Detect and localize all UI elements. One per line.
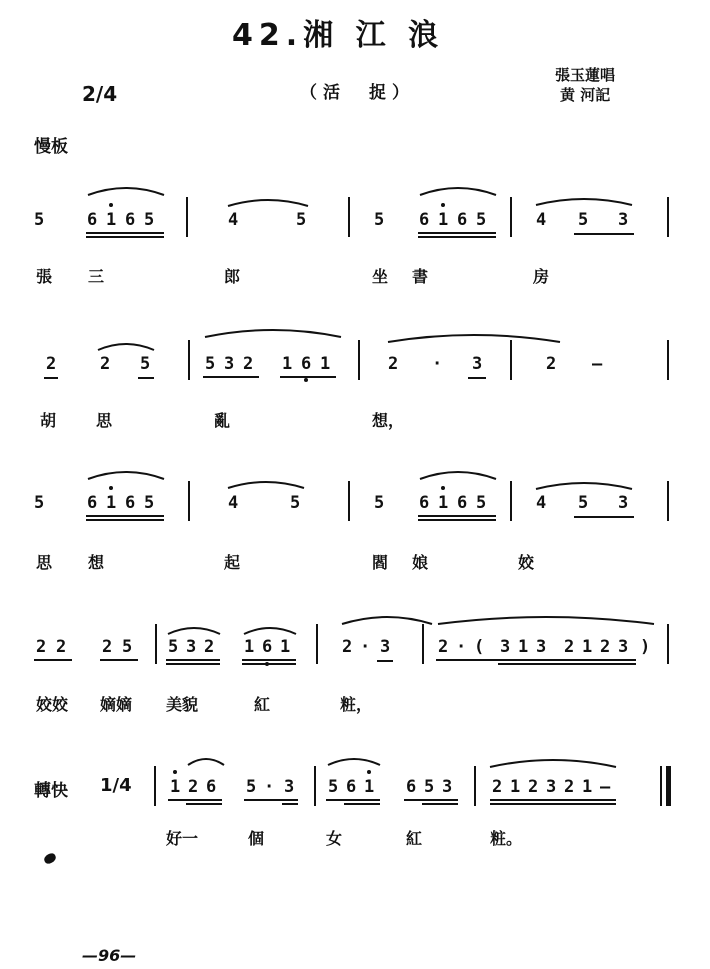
note: 5 xyxy=(144,493,155,513)
underline xyxy=(574,516,634,518)
note: 2 xyxy=(438,637,449,657)
lyric: 閻 xyxy=(372,553,389,572)
lyric: 姣 xyxy=(518,553,535,572)
lyric: 粧。 xyxy=(490,829,523,848)
note: 5 xyxy=(578,210,589,230)
underline xyxy=(203,376,259,378)
underline xyxy=(186,803,222,805)
underline xyxy=(242,659,296,661)
barline xyxy=(316,624,318,664)
note: 1 xyxy=(438,493,449,513)
underline xyxy=(498,663,636,665)
note: 5 xyxy=(246,777,257,797)
underline xyxy=(468,377,486,379)
slur xyxy=(436,612,656,626)
note: 5 xyxy=(578,493,589,513)
lyric: 紅 xyxy=(254,695,271,714)
note: 2 xyxy=(100,354,111,374)
lyric: 粧， xyxy=(340,695,373,714)
note: 4 xyxy=(228,493,239,513)
lyric: 女 xyxy=(326,829,343,848)
lyric: 書 xyxy=(412,267,429,286)
tempo-marking: 慢板 xyxy=(34,137,68,157)
note: · xyxy=(360,637,371,657)
note: 5 xyxy=(290,493,301,513)
note: 3 xyxy=(618,210,629,230)
note: 2 xyxy=(564,637,575,657)
note: 5 xyxy=(476,493,487,513)
note: ) xyxy=(640,637,651,657)
note: 6 xyxy=(125,210,136,230)
barline xyxy=(188,340,190,380)
note: 6 xyxy=(419,493,430,513)
barline xyxy=(188,481,190,521)
note: 6 xyxy=(206,777,217,797)
underline xyxy=(574,233,634,235)
note: 3 xyxy=(618,637,629,657)
note: 5 xyxy=(374,493,385,513)
note: 6 xyxy=(419,210,430,230)
slur xyxy=(418,467,498,481)
note: 2 xyxy=(36,637,47,657)
underline xyxy=(418,236,496,238)
lyric: 紅 xyxy=(406,829,423,848)
lyric: 郎 xyxy=(224,267,241,286)
lyric: 思 xyxy=(96,411,113,430)
song-title: 42.湘 江 浪 xyxy=(232,18,445,53)
high-octave-dot xyxy=(109,203,113,207)
note: 6 xyxy=(457,210,468,230)
note: 1 xyxy=(170,777,181,797)
note: 3 xyxy=(500,637,511,657)
underline xyxy=(34,659,72,661)
note: 5 xyxy=(328,777,339,797)
note: 5 xyxy=(140,354,151,374)
underline xyxy=(86,236,164,238)
note: 2 xyxy=(492,777,503,797)
note: 3 xyxy=(380,637,391,657)
note: 1 xyxy=(364,777,375,797)
lyric: 亂 xyxy=(214,411,231,430)
slur xyxy=(166,624,222,636)
note: 5 xyxy=(34,493,45,513)
tempo-change: 轉快 xyxy=(34,781,68,801)
barline xyxy=(667,340,669,380)
note: 6 xyxy=(346,777,357,797)
underline xyxy=(100,659,138,661)
underline xyxy=(418,519,496,521)
lyric: 胡 xyxy=(40,411,57,430)
note: 4 xyxy=(536,210,547,230)
note: 2 xyxy=(564,777,575,797)
underline xyxy=(280,376,336,378)
note: 2 xyxy=(46,354,57,374)
slur xyxy=(386,330,562,344)
note: · xyxy=(456,637,467,657)
note: 5 xyxy=(168,637,179,657)
note: 2 xyxy=(243,354,254,374)
underline xyxy=(242,663,296,665)
high-octave-dot xyxy=(109,486,113,490)
underline xyxy=(377,660,393,662)
slur xyxy=(534,195,634,207)
credit-singer: 張玉蓮唱 xyxy=(555,66,616,84)
note: · xyxy=(264,777,275,797)
lyric: 想 xyxy=(88,553,105,572)
lyric: 房 xyxy=(533,267,550,286)
barline xyxy=(667,197,669,237)
underline xyxy=(138,377,154,379)
note: 5 xyxy=(34,210,45,230)
note: 5 xyxy=(424,777,435,797)
time-signature: 2/4 xyxy=(82,82,118,106)
note: 2 xyxy=(204,637,215,657)
barline xyxy=(186,197,188,237)
barline xyxy=(510,197,512,237)
slur xyxy=(242,624,298,636)
barline xyxy=(667,481,669,521)
underline xyxy=(344,803,380,805)
underline xyxy=(86,232,164,234)
note: 3 xyxy=(618,493,629,513)
ink-mark xyxy=(43,852,58,865)
note: 2 xyxy=(102,637,113,657)
high-octave-dot xyxy=(367,770,371,774)
note: 5 xyxy=(296,210,307,230)
note: 4 xyxy=(536,493,547,513)
slur xyxy=(186,755,226,767)
barline xyxy=(510,340,512,380)
note: ( xyxy=(474,637,485,657)
lyric: 起 xyxy=(224,553,241,572)
slur xyxy=(418,183,498,197)
note: 2 xyxy=(56,637,67,657)
note: 3 xyxy=(546,777,557,797)
slur xyxy=(226,478,306,490)
underline xyxy=(168,799,222,801)
note: 3 xyxy=(536,637,547,657)
lyric: 娘 xyxy=(412,553,429,572)
note: 5 xyxy=(144,210,155,230)
underline xyxy=(326,799,380,801)
lyric: 姣姣 xyxy=(36,695,69,714)
note: 1 xyxy=(282,354,293,374)
note: 2 xyxy=(188,777,199,797)
note: 1 xyxy=(582,777,593,797)
underline xyxy=(422,803,458,805)
lyric: 三 xyxy=(88,267,105,286)
note: 3 xyxy=(472,354,483,374)
barline xyxy=(155,624,157,664)
underline xyxy=(44,377,58,379)
underline xyxy=(404,799,458,801)
note: 5 xyxy=(476,210,487,230)
slur xyxy=(534,479,634,491)
slur xyxy=(340,612,434,626)
barline xyxy=(154,766,156,806)
high-octave-dot xyxy=(173,770,177,774)
note: 6 xyxy=(457,493,468,513)
lyric: 嫡嫡 xyxy=(100,695,133,714)
note: — xyxy=(592,354,603,374)
lyric: 個 xyxy=(248,829,265,848)
lyric: 張 xyxy=(36,267,53,286)
note: 1 xyxy=(280,637,291,657)
note: 2 xyxy=(600,637,611,657)
barline xyxy=(314,766,316,806)
high-octave-dot xyxy=(441,486,445,490)
note: 3 xyxy=(284,777,295,797)
underline xyxy=(418,232,496,234)
note: 5 xyxy=(374,210,385,230)
final-barline xyxy=(666,766,671,806)
note: 5 xyxy=(205,354,216,374)
barline xyxy=(474,766,476,806)
slur xyxy=(488,755,618,769)
note: 2 xyxy=(342,637,353,657)
barline xyxy=(510,481,512,521)
barline xyxy=(422,624,424,664)
note: · xyxy=(432,354,443,374)
note: 3 xyxy=(186,637,197,657)
slur xyxy=(226,196,310,208)
note: 6 xyxy=(301,354,312,374)
underline xyxy=(86,519,164,521)
barline xyxy=(348,197,350,237)
note: 1 xyxy=(438,210,449,230)
barline xyxy=(667,624,669,664)
note: 1 xyxy=(106,493,117,513)
lyric: 思 xyxy=(36,553,53,572)
low-octave-dot xyxy=(304,378,308,382)
high-octave-dot xyxy=(441,203,445,207)
note: 1 xyxy=(320,354,331,374)
note: 1 xyxy=(518,637,529,657)
page-number: —96— xyxy=(82,946,137,965)
lyric: 美貌 xyxy=(166,695,199,714)
slur xyxy=(203,325,343,339)
underline xyxy=(436,659,636,661)
lyric: 想， xyxy=(372,411,405,430)
barline xyxy=(348,481,350,521)
credit-recorder: 黄 河記 xyxy=(560,86,611,104)
slur xyxy=(326,755,382,767)
note: 6 xyxy=(87,210,98,230)
note: 6 xyxy=(406,777,417,797)
note: 2 xyxy=(528,777,539,797)
note: 3 xyxy=(224,354,235,374)
slur xyxy=(86,183,166,197)
underline xyxy=(166,659,220,661)
note: — xyxy=(600,777,611,797)
slur xyxy=(96,340,156,352)
note: 1 xyxy=(582,637,593,657)
subtitle: （活 捉） xyxy=(300,83,415,103)
note: 6 xyxy=(262,637,273,657)
underline xyxy=(418,515,496,517)
note: 4 xyxy=(228,210,239,230)
note: 6 xyxy=(87,493,98,513)
underline xyxy=(166,663,220,665)
note: 1 xyxy=(510,777,521,797)
slur xyxy=(86,467,166,481)
barline xyxy=(660,766,662,806)
underline xyxy=(86,515,164,517)
underline xyxy=(282,803,298,805)
underline xyxy=(490,803,616,805)
note: 2 xyxy=(546,354,557,374)
note: 1 xyxy=(106,210,117,230)
note: 2 xyxy=(388,354,399,374)
underline xyxy=(490,799,616,801)
note: 5 xyxy=(122,637,133,657)
note: 1 xyxy=(244,637,255,657)
barline xyxy=(358,340,360,380)
note: 3 xyxy=(442,777,453,797)
time-signature-change: 1/4 xyxy=(100,775,132,796)
note: 6 xyxy=(125,493,136,513)
lyric: 好一 xyxy=(166,829,199,848)
lyric: 坐 xyxy=(372,267,389,286)
underline xyxy=(244,799,298,801)
